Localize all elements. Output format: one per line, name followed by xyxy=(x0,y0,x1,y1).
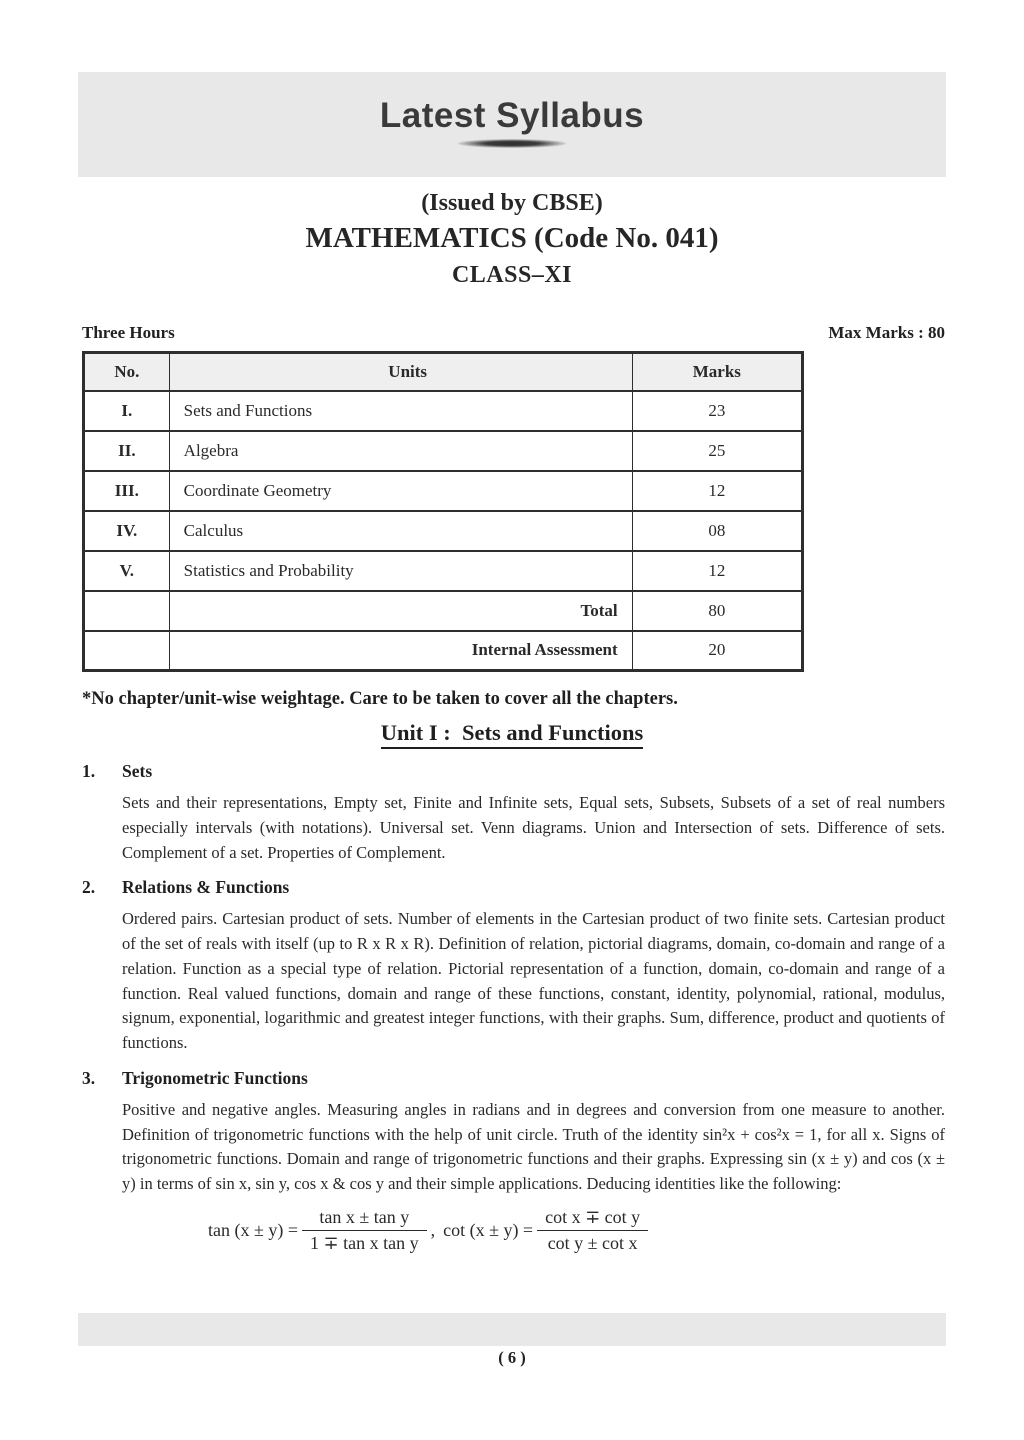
class-line: CLASS–XI xyxy=(451,262,573,288)
row-unit: Statistics and Probability xyxy=(169,551,632,591)
cot-formula-lhs: cot (x ± y) = xyxy=(443,1219,534,1240)
row-unit: Algebra xyxy=(169,431,632,471)
issued-by-line: (Issued by CBSE) xyxy=(421,190,603,216)
total-label: Total xyxy=(169,591,632,631)
header-banner xyxy=(78,72,946,177)
footer-bar xyxy=(78,1313,946,1346)
table-row xyxy=(84,471,803,511)
table-summary-row xyxy=(84,591,803,631)
row-no: IV. xyxy=(84,511,170,551)
section-body-trigonometric-functions: Positive and negative angles. Measuring angles in radians and in degrees and conversion from one measure to another. Definition of trigonometric functions with the help of unit circle. Truth of the identity sin²x + cos²x = 1, for all x. Signs of trigonometric functions. Domain and range of trigonometric functions and their graphs. Expressing sin (x ± y) and cos (x ± y) in terms of sin x, sin y, cos x & cos y and their simple applications. Deducing identities like the following: xyxy=(122,1099,945,1193)
column-header-units: Units xyxy=(169,353,632,391)
max-marks-label: Max Marks : 80 xyxy=(828,323,945,342)
section-body-relations-functions: Ordered pairs. Cartesian product of sets. Number of elements in the Cartesian product of two finite sets. Cartesian product of the set of reals with itself (up to R x R x R). Definition of relation, pictorial diagrams, domain, co-domain and range of a relation. Function as a special type of relation. Pictorial representation of a function, domain, co-domain and range of a function. Real valued functions, domain and range of these functions, constant, identity, polynomial, rational, modulus, signum, exponential, logarithmic and greatest integer functions, with their graphs. Sum, difference, product and quotients of functions. xyxy=(122,909,945,1052)
formula-separator: , xyxy=(430,1219,436,1240)
cot-formula-fraction: $\frac{\text{cot x ∓ cot y}}{\text{cot y ± cot x}}$ xyxy=(537,1207,648,1254)
banner-title: Latest Syllabus xyxy=(379,96,645,135)
tan-formula-lhs: tan (x ± y) = xyxy=(208,1219,299,1240)
table-summary-row xyxy=(84,631,803,671)
section-title: Trigonometric Functions xyxy=(122,1067,308,1088)
row-marks: 25 xyxy=(632,431,802,471)
table-header-row xyxy=(84,353,803,391)
swoosh-decoration xyxy=(458,139,566,148)
empty-cell xyxy=(84,591,170,631)
subject-title: MATHEMATICS (Code No. 041) xyxy=(305,222,719,254)
table-row xyxy=(84,551,803,591)
row-no: I. xyxy=(84,391,170,431)
tan-formula-fraction: $\frac{\text{tan x ± tan y}}{\text{1 ∓ tan x tan y}}$ xyxy=(302,1207,427,1254)
row-unit: Coordinate Geometry xyxy=(169,471,632,511)
row-unit: Sets and Functions xyxy=(169,391,632,431)
table-row xyxy=(84,431,803,471)
row-no: II. xyxy=(84,431,170,471)
trig-identities-formula xyxy=(204,1207,945,1254)
row-marks: 23 xyxy=(632,391,802,431)
section-title: Relations & Functions xyxy=(122,877,290,898)
section-heading-sets xyxy=(82,761,945,782)
row-unit: Calculus xyxy=(169,511,632,551)
duration-label: Three Hours xyxy=(82,323,175,342)
syllabus-sections xyxy=(82,761,945,1254)
section-number: 2. xyxy=(82,877,96,898)
table-row xyxy=(84,511,803,551)
table-row xyxy=(84,391,803,431)
weightage-footnote: *No chapter/unit-wise weightage. Care to be taken to cover all the chapters. xyxy=(82,689,678,709)
row-marks: 12 xyxy=(632,471,802,511)
unit-heading: Unit I : Sets and Functions xyxy=(0,720,1024,749)
section-title: Sets xyxy=(122,761,153,781)
page-number: ( 6 ) xyxy=(498,1348,526,1367)
column-header-no: No. xyxy=(84,353,170,391)
row-no: III. xyxy=(84,471,170,511)
row-marks: 12 xyxy=(632,551,802,591)
total-marks: 80 xyxy=(632,591,802,631)
internal-assessment-marks: 20 xyxy=(632,631,802,671)
section-number: 3. xyxy=(82,1067,96,1088)
empty-cell xyxy=(84,631,170,671)
row-marks: 08 xyxy=(632,511,802,551)
section-number: 1. xyxy=(82,761,96,781)
row-no: V. xyxy=(84,551,170,591)
section-heading-relations-functions xyxy=(82,877,945,898)
column-header-marks: Marks xyxy=(632,353,802,391)
section-body-sets: Sets and their representations, Empty set, Finite and Infinite sets, Equal sets, Subsets, Subsets of a set of real numbers especially intervals (with notations). Universal set. Venn diagrams. Union and Intersection of sets. Difference of sets. Complement of a set. Properties of Complement. xyxy=(122,793,945,862)
units-marks-table xyxy=(82,351,804,672)
internal-assessment-label: Internal Assessment xyxy=(169,631,632,671)
duration-marks-row xyxy=(82,323,945,343)
section-heading-trigonometric-functions xyxy=(82,1068,945,1089)
